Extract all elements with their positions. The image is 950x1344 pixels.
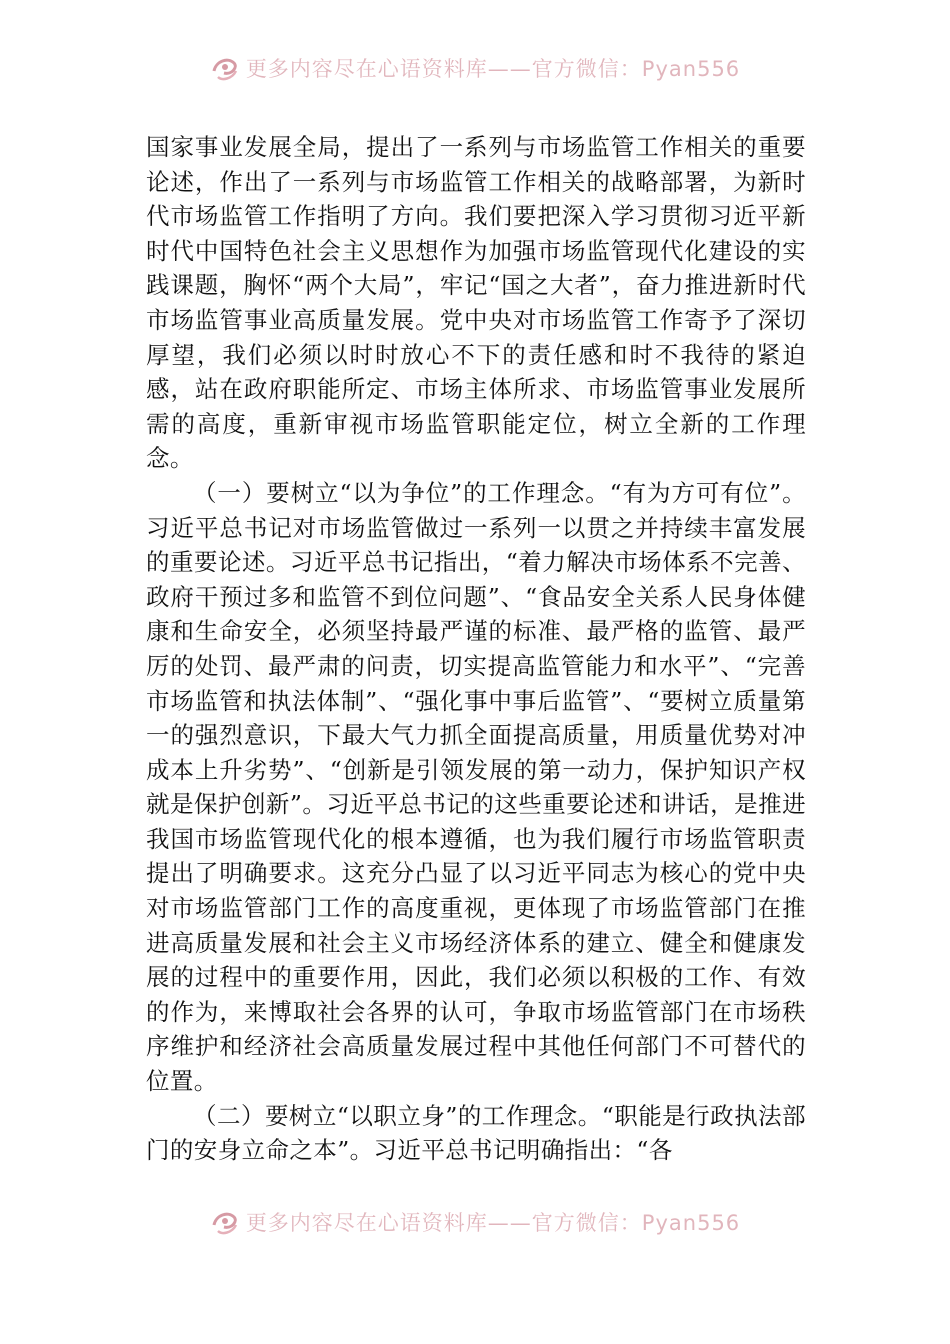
paragraph-1: 国家事业发展全局，提出了一系列与市场监管工作相关的重要论述，作出了一系列与市场监管工作相关的战略部署，为新时代市场监管工作指明了方向。我们要把深入学习贯彻习近平新时代中国特色社会主义思想作为加强市场监管现代化建设的实践课题，胸怀“两个大局”，牢记“国之大者”，奋力推进新时代市场监管事业高质量发展。党中央对市场监管工作寄予了深切厚望，我们必须以时时放心不下的责任感和时不我待的紧迫感，站在政府职能所定、市场主体所求、市场监管事业发展所需的高度，重新审视市场监管职能定位，树立全新的工作理念。 bbox=[146, 133, 806, 473]
watermark-banner-bottom bbox=[0, 1202, 950, 1242]
logo-swirl-icon bbox=[210, 1207, 240, 1237]
paragraph-3: （二）要树立“以职立身”的工作理念。“职能是行政执法部门的安身立命之本”。习近平总书记明确指出：“各 bbox=[146, 1101, 806, 1165]
paragraph-2: （一）要树立“以为争位”的工作理念。“有为方可有位”。习近平总书记对市场监管做过一系列一以贯之并持续丰富发展的重要论述。习近平总书记指出，“着力解决市场体系不完善、政府干预过多和监管不到位问题”、“食品安全关系人民身体健康和生命安全，必须坚持最严谨的标准、最严格的监管、最严厉的处罚、最严肃的问责，切实提高监管能力和水平”、“完善市场监管和执法体制”、“强化事中事后监管”、“要树立质量第一的强烈意识，下最大气力抓全面提高质量，用质量优势对冲成本上升劣势”、“创新是引领发展的第一动力，保护知识产权就是保护创新”。习近平总书记的这些重要论述和讲话，是推进我国市场监管现代化的根本遵循，也为我们履行市场监管职责提出了明确要求。这充分凸显了以习近平同志为核心的党中央对市场监管部门工作的高度重视，更体现了市场监管部门在推进高质量发展和社会主义市场经济体系的建立、健全和健康发展的过程中的重要作用，因此，我们必须以积极的工作、有效的作为，来博取社会各界的认可，争取市场监管部门在市场秩序维护和经济社会高质量发展过程中其他任何部门不可替代的位置。 bbox=[146, 478, 806, 1096]
watermark-group bbox=[210, 53, 740, 83]
watermark-banner-top bbox=[0, 48, 950, 88]
watermark-text: 更多内容尽在心语资料库——官方微信：Pyan556 bbox=[245, 57, 741, 81]
document-body bbox=[146, 130, 806, 1168]
watermark-group bbox=[210, 1207, 740, 1237]
watermark-text: 更多内容尽在心语资料库——官方微信：Pyan556 bbox=[245, 1211, 741, 1235]
logo-swirl-icon bbox=[210, 53, 240, 83]
